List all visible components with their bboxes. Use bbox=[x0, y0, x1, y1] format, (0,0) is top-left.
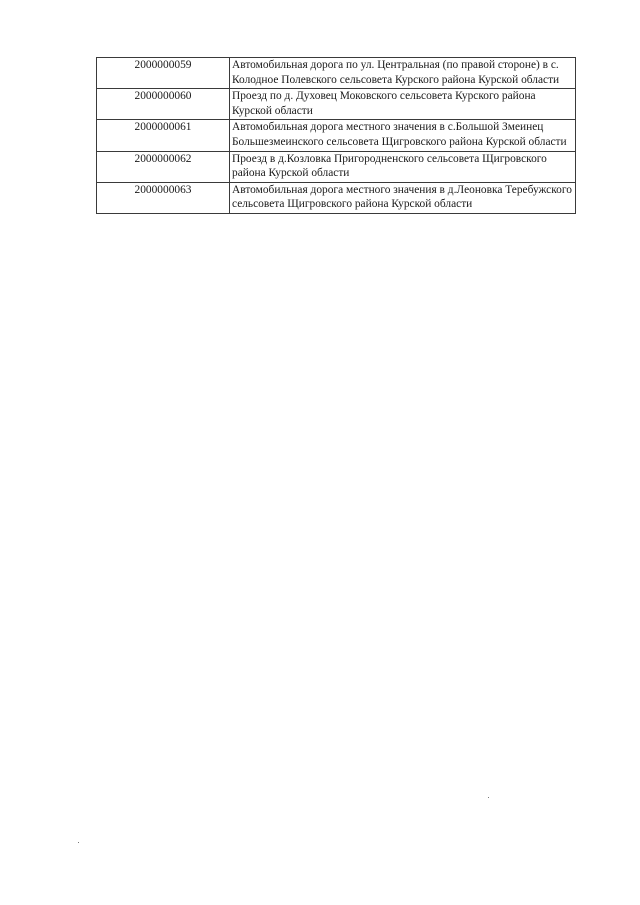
table-row bbox=[97, 151, 576, 182]
registry-code-cell: 2000000061 bbox=[97, 120, 230, 151]
table-row bbox=[97, 58, 576, 89]
registry-code-cell: 2000000063 bbox=[97, 182, 230, 213]
road-description-cell: Автомобильная дорога местного значения в д.Леоновка Теребужского сельсовета Щигровского района Курской области bbox=[230, 182, 576, 213]
road-description-cell: Автомобильная дорога местного значения в с.Большой Змеинец Большезмеинского сельсовета Щигровского района Курской области bbox=[230, 120, 576, 151]
table-row bbox=[97, 89, 576, 120]
registry-code-cell: 2000000059 bbox=[97, 58, 230, 89]
table-row bbox=[97, 120, 576, 151]
table-row bbox=[97, 182, 576, 213]
road-description-cell: Проезд в д.Козловка Пригородненского сельсовета Щигровского района Курской области bbox=[230, 151, 576, 182]
scan-speck bbox=[488, 797, 489, 798]
registry-code-cell: 2000000060 bbox=[97, 89, 230, 120]
scan-speck bbox=[78, 842, 79, 843]
road-registry-table bbox=[96, 57, 576, 214]
road-description-cell: Автомобильная дорога по ул. Центральная (по правой стороне) в с. Колодное Полевского сельсовета Курского района Курской области bbox=[230, 58, 576, 89]
road-description-cell: Проезд по д. Духовец Моковского сельсовета Курского района Курской области bbox=[230, 89, 576, 120]
registry-code-cell: 2000000062 bbox=[97, 151, 230, 182]
